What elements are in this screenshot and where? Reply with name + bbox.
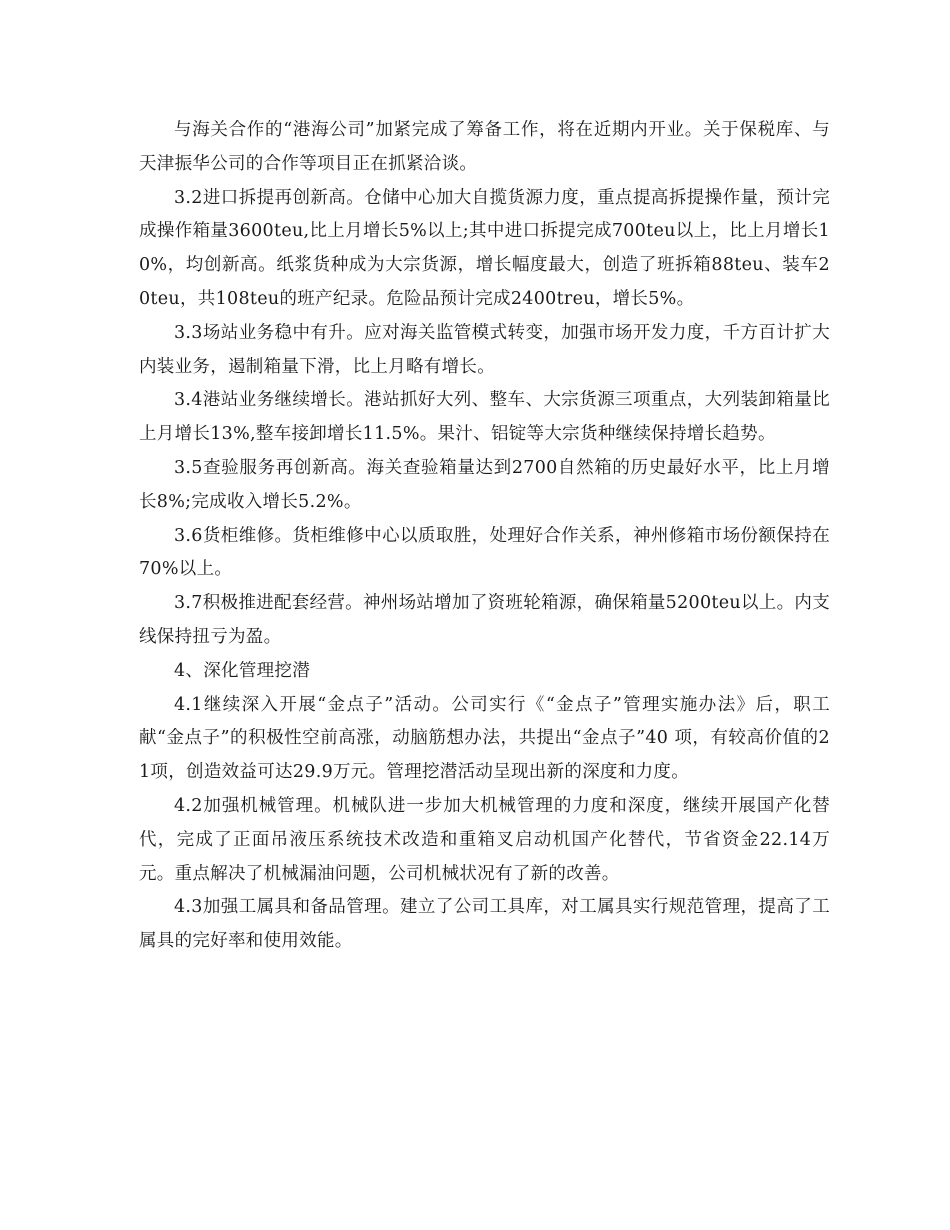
paragraph-inspection-service: 3.5查验服务再创新高。海关查验箱量达到2700自然箱的历史最好水平，比上月增长8%;完成收入增长5.2%。 (139, 457, 830, 512)
paragraph-yard-business: 3.3场站业务稳中有升。应对海关监管模式转变，加强市场开发力度，千方百计扩大内装业务，遏制箱量下滑，比上月略有增长。 (139, 322, 830, 377)
paragraph-import-unpacking: 3.2进口拆提再创新高。仓储中心加大自揽货源力度，重点提高拆提操作量，预计完成操作箱量3600teu,比上月增长5%以上;其中进口拆提完成700teu以上，比上月增长10%，均创新高。纸浆货种成为大宗货源，增长幅度最大，创造了班拆箱88teu、装车20teu，共108teu的班产纪录。危险品预计完成2400treu，增长5%。 (139, 187, 830, 309)
paragraph-container-repair: 3.6货柜维修。货柜维修中心以质取胜，处理好合作关系，神州修箱市场份额保持在70%以上。 (139, 525, 830, 580)
paragraph-tools-management: 4.3加强工属具和备品管理。建立了公司工具库，对工属具实行规范管理，提高了工属具的完好率和使用效能。 (139, 897, 830, 952)
paragraph-port-station: 3.4港站业务继续增长。港站抓好大列、整车、大宗货源三项重点，大列装卸箱量比上月增长13%,整车接卸增长11.5%。果汁、铝锭等大宗货种继续保持增长趋势。 (139, 390, 830, 445)
section-heading-management: 4、深化管理挖潜 (174, 660, 311, 681)
paragraph-partner-projects: 与海关合作的“港海公司”加紧完成了筹备工作，将在近期内开业。关于保税库、与天津振华公司的合作等项目正在抓紧洽谈。 (139, 120, 830, 174)
paragraph-supporting-operations: 3.7积极推进配套经营。神州场站增加了资班轮箱源，确保箱量5200teu以上。内支线保持扭亏为盈。 (139, 593, 830, 647)
paragraph-golden-ideas: 4.1继续深入开展“金点子”活动。公司实行《“金点子”管理实施办法》后，职工献“金点子”的积极性空前高涨，动脑筋想办法，共提出“金点子”40 项，有较高价值的21项，创造效益可达29.9万元。管理挖潜活动呈现出新的深度和力度。 (139, 694, 830, 783)
paragraph-machinery-management: 4.2加强机械管理。机械队进一步加大机械管理的力度和深度，继续开展国产化替代，完成了正面吊液压系统技术改造和重箱叉启动机国产化替代，节省资金22.14万元。重点解决了机械漏油问题，公司机械状况有了新的改善。 (139, 795, 830, 884)
